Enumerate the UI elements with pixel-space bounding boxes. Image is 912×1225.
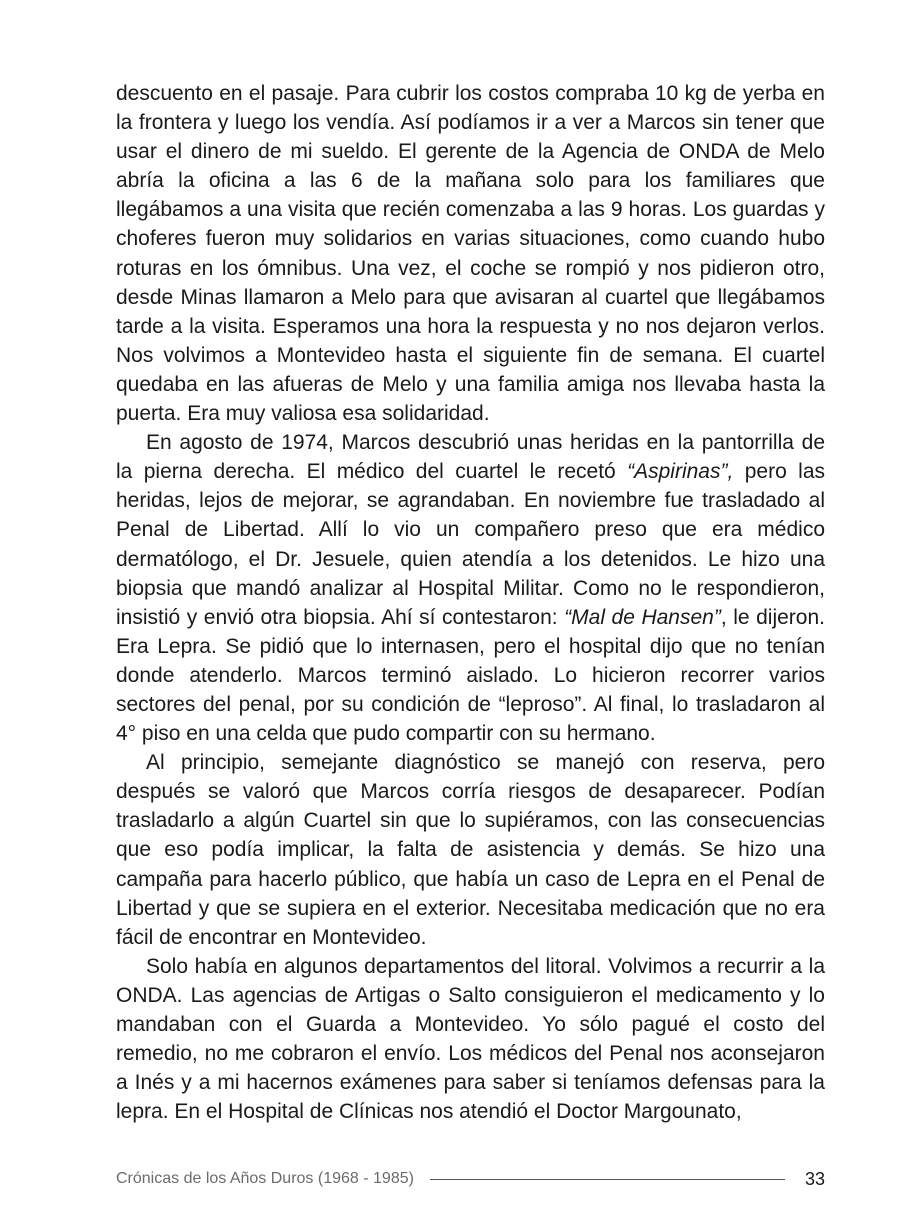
paragraph-2-part-a: En agosto de 1974, Marcos descubrió unas heridas en la pantorrilla de la pierna derecha. El médico del cuartel le recetó <box>116 431 825 484</box>
paragraph-2-part-c: , le dijeron. Era Lepra. Se pidió que lo internasen, pero el hospital dijo que no tenían donde atenderlo. Marcos terminó aislado. Lo hicieron recorrer varios sectores del penal, por su condición de “leproso”. Al final, lo trasladaron al 4° piso en una celda que pudo compartir con su hermano. <box>116 605 825 746</box>
page-footer <box>116 1166 825 1192</box>
paragraph-2-part-b: pero las heridas, lejos de mejorar, se agrandaban. En noviembre fue trasladado al Penal de Libertad. Allí lo vio un compañero preso que era médico dermatólogo, el Dr. Jesuele, quien atendía a los detenidos. Le hizo una biopsia que mandó analizar al Hospital Militar. Como no le respondieron, insistió y envió otra biopsia. Ahí sí contestaron: <box>116 460 825 629</box>
running-footer-title: Crónicas de los Años Duros (1968 - 1985) <box>116 1170 414 1187</box>
paragraph-4: Solo había en algunos departamentos del litoral. Volvimos a recurrir a la ONDA. Las agencias de Artigas o Salto consiguieron el medicamento y lo mandaban con el Guarda a Montevideo. Yo sólo pagué el costo del remedio, no me cobraron el envío. Los médicos del Penal nos aconsejaron a Inés y a mi hacernos exámenes para saber si teníamos defensas para la lepra. En el Hospital de Clínicas nos atendió el Doctor Margounato, <box>116 954 825 1124</box>
footer-divider <box>430 1179 785 1180</box>
body-text <box>116 79 825 1126</box>
aspirinas-quote: “Aspirinas”, <box>627 460 734 484</box>
paragraph-3: Al principio, semejante diagnóstico se manejó con reserva, pero después se valoró que Marcos corría riesgos de desaparecer. Podían trasladarlo a algún Cuartel sin que lo supiéramos, con las consecuencias que eso podía implicar, la falta de asistencia y demás. Se hizo una campaña para hacerlo público, que había un caso de Lepra en el Penal de Libertad y que se supiera en el exterior. Necesitaba medicación que no era fácil de encontrar en Montevideo. <box>116 751 825 949</box>
page-number: 33 <box>804 1168 825 1189</box>
paragraph-1: descuento en el pasaje. Para cubrir los costos compraba 10 kg de yerba en la frontera y luego los vendía. Así podíamos ir a ver a Marcos sin tener que usar el dinero de mi sueldo. El gerente de la Agencia de ONDA de Melo abría la oficina a las 6 de la mañana solo para los familiares que llegábamos a una visita que recién comenzaba a las 9 horas. Los guardas y choferes fueron muy solidarios en varias situaciones, como cuando hubo roturas en los ómnibus. Una vez, el coche se rompió y nos pidieron otro, desde Minas llamaron a Melo para que avisaran al cuartel que llegábamos tarde a la visita. Esperamos una hora la respuesta y no nos dejaron verlos. Nos volvimos a Montevideo hasta el siguiente fin de semana. El cuartel quedaba en las afueras de Melo y una familia amiga nos llevaba hasta la puerta. Era muy valiosa esa solidaridad. <box>116 82 825 426</box>
paragraph-2 <box>116 428 825 748</box>
mal-de-hansen-quote: “Mal de Hansen” <box>564 605 721 629</box>
